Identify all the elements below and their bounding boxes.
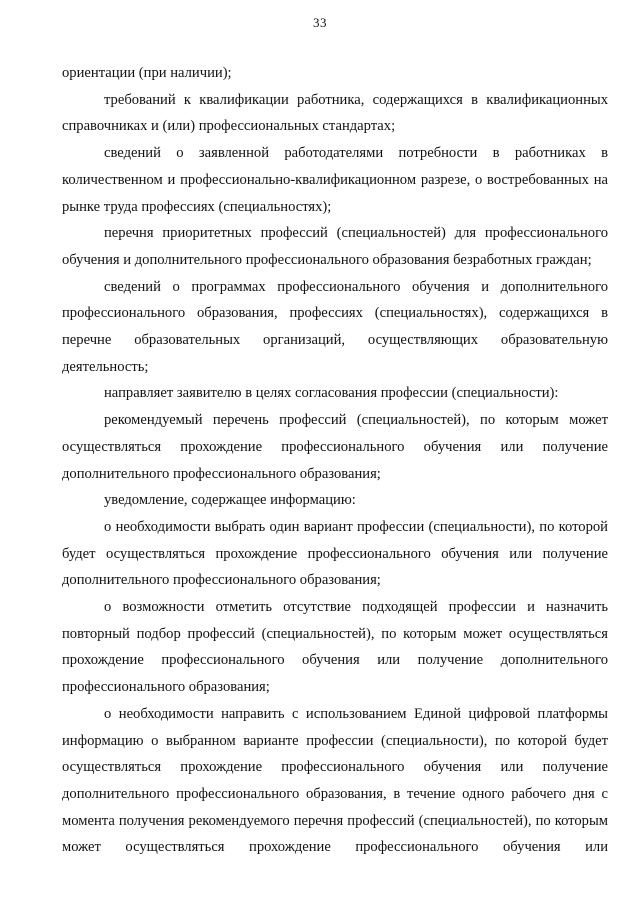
paragraph: о необходимости направить с использованием Единой цифровой платформы информацию о выбранном варианте профессии (специальности), по которой будет осуществляться прохождение профессионального обучения или получение дополнительного профессионального образования, в течение одного рабочего дня с момента получения рекомендуемого перечня профессий (специальностей), по которым может осуществляться прохождение профессионального обучения или <box>62 705 608 856</box>
paragraph: перечня приоритетных профессий (специальностей) для профессионального обучения и дополнительного профессионального образования безработных граждан; <box>62 225 608 268</box>
paragraph: направляет заявителю в целях согласования профессии (специальности): <box>104 385 559 402</box>
paragraph: ориентации (при наличии); <box>62 65 232 81</box>
page-number: 33 <box>313 15 327 30</box>
body-text <box>62 60 608 861</box>
paragraph: сведений о программах профессионального обучения и дополнительного профессионального образования, профессиях (специальностях), содержащихся в перечне образовательных организаций, осуществляющих образовательную деятельность; <box>62 278 608 375</box>
paragraph: требований к квалификации работника, содержащихся в квалификационных справочниках и (или) профессиональных стандартах; <box>62 91 608 135</box>
paragraph: о необходимости выбрать один вариант профессии (специальности), по которой будет осуществляться прохождение профессионального обучения или получение дополнительного профессионального образования; <box>62 518 608 589</box>
paragraph: уведомление, содержащее информацию: <box>104 492 356 509</box>
paragraph: сведений о заявленной работодателями потребности в работниках в количественном и профессионально-квалификационном разрезе, о востребованных на рынке труда профессиях (специальностях); <box>62 145 608 215</box>
paragraph: рекомендуемый перечень профессий (специальностей), по которым может осуществляться прохождение профессионального обучения или получение дополнительного профессионального образования; <box>62 412 608 482</box>
paragraph: о возможности отметить отсутствие подходящей профессии и назначить повторный подбор профессий (специальностей), по которым может осуществляться прохождение профессионального обучения или получение дополнительного профессионального образования; <box>62 599 608 696</box>
